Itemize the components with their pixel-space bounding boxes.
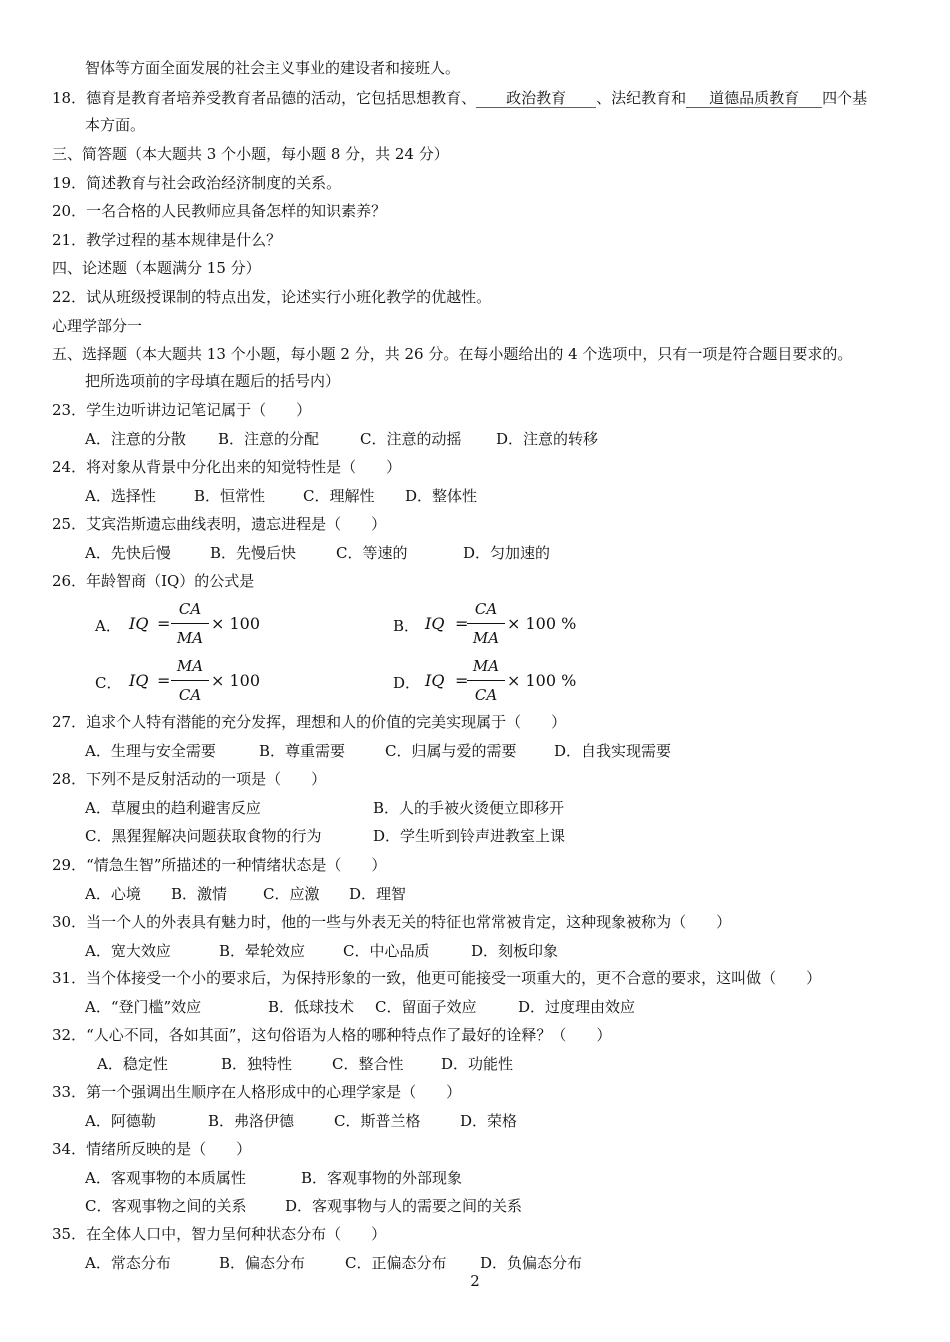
option-a: A．心境 bbox=[85, 885, 141, 903]
option-c: C．客观事物之间的关系 bbox=[85, 1197, 247, 1215]
option-d: D．客观事物与人的需要之间的关系 bbox=[285, 1197, 523, 1215]
option-c: C．归属与爱的需要 bbox=[385, 742, 517, 760]
option-c: C．注意的动摇 bbox=[360, 430, 462, 448]
question-22: 22．试从班级授课制的特点出发，论述实行小班化教学的优越性。 bbox=[52, 288, 492, 306]
option-b: B．注意的分配 bbox=[218, 430, 320, 448]
option-a: A．选择性 bbox=[85, 487, 156, 505]
question-23: 23．学生边听讲边记笔记属于（ ） bbox=[52, 401, 312, 419]
question-26: 26．年龄智商（IQ）的公式是 bbox=[52, 572, 255, 590]
question-29: 29．“情急生智”所描述的一种情绪状态是（ ） bbox=[52, 856, 387, 874]
option-a: A．客观事物的本质属性 bbox=[85, 1169, 246, 1187]
option-d: D．整体性 bbox=[405, 487, 478, 505]
option-b: B．先慢后快 bbox=[210, 544, 297, 562]
formula-equals: = bbox=[157, 614, 171, 633]
fraction bbox=[467, 655, 505, 706]
formula-option-b bbox=[393, 598, 653, 656]
formula-rhs: × 100 % bbox=[507, 614, 577, 633]
question-text: 、法纪教育和 bbox=[596, 89, 687, 107]
option-letter: A． bbox=[95, 617, 121, 635]
option-c: C．留面子效应 bbox=[375, 998, 477, 1016]
option-letter: D． bbox=[393, 674, 421, 692]
option-c: C．正偏态分布 bbox=[345, 1254, 447, 1272]
option-c: C．整合性 bbox=[332, 1055, 404, 1073]
answer-blank-2: 道德品质教育 bbox=[686, 89, 822, 108]
option-b: B．晕轮效应 bbox=[219, 942, 306, 960]
formula-lhs: IQ bbox=[425, 671, 445, 690]
option-d: D．理智 bbox=[349, 885, 407, 903]
option-d: D．注意的转移 bbox=[496, 430, 599, 448]
question-20: 20．一名合格的人民教师应具备怎样的知识素养？ bbox=[52, 202, 387, 220]
option-a: A．常态分布 bbox=[85, 1254, 171, 1272]
option-a: A．草履虫的趋利避害反应 bbox=[85, 799, 261, 817]
formula-lhs: IQ bbox=[129, 671, 149, 690]
section-heading-4: 四、论述题（本题满分 15 分） bbox=[52, 259, 261, 277]
answer-blank-1: 政治教育 bbox=[476, 89, 596, 108]
option-b: B．激情 bbox=[171, 885, 228, 903]
option-c: C．斯普兰格 bbox=[334, 1112, 421, 1130]
question-25: 25．艾宾浩斯遗忘曲线表明，遗忘进程是（ ） bbox=[52, 515, 387, 533]
option-d: D．匀加速的 bbox=[463, 544, 551, 562]
option-c: C．应激 bbox=[263, 885, 320, 903]
text-line: 智体等方面全面发展的社会主义事业的建设者和接班人。 bbox=[85, 59, 461, 77]
option-d: D．自我实现需要 bbox=[554, 742, 672, 760]
formula-rhs: × 100 % bbox=[507, 671, 577, 690]
option-c: C．理解性 bbox=[303, 487, 375, 505]
option-c: C．等速的 bbox=[336, 544, 408, 562]
question-text: 四个基 bbox=[822, 89, 868, 107]
option-d: D．功能性 bbox=[441, 1055, 514, 1073]
formula-rhs: × 100 bbox=[211, 671, 261, 690]
section-heading-5: 五、选择题（本大题共 13 个小题，每小题 2 分，共 26 分。在每小题给出的 4 个选项中，只有一项是符合题目要求的。 bbox=[52, 345, 853, 363]
option-d: D．负偏态分布 bbox=[480, 1254, 583, 1272]
option-b: B．恒常性 bbox=[194, 487, 266, 505]
denominator: MA bbox=[472, 629, 500, 647]
question-33: 33．第一个强调出生顺序在人格形成中的心理学家是（ ） bbox=[52, 1083, 462, 1101]
question-32: 32．“人心不同，各如其面”，这句俗语为人格的哪种特点作了最好的诠释？（ ） bbox=[52, 1026, 612, 1044]
option-a: A．注意的分散 bbox=[85, 430, 186, 448]
option-a: A．稳定性 bbox=[97, 1055, 168, 1073]
numerator: CA bbox=[178, 600, 202, 618]
numerator: MA bbox=[176, 657, 204, 675]
option-b: B．弗洛伊德 bbox=[208, 1112, 295, 1130]
fraction bbox=[171, 655, 209, 706]
formula-option-d bbox=[393, 655, 653, 713]
formula-option-c bbox=[95, 655, 355, 713]
fraction bbox=[171, 598, 209, 649]
page-number: 2 bbox=[470, 1272, 480, 1290]
option-a: A．先快后慢 bbox=[85, 544, 171, 562]
fraction-bar bbox=[467, 623, 505, 624]
option-d: D．荣格 bbox=[460, 1112, 518, 1130]
denominator: CA bbox=[474, 686, 498, 704]
option-b: B．人的手被火烫便立即移开 bbox=[373, 799, 565, 817]
formula-equals: = bbox=[455, 614, 469, 633]
fraction-bar bbox=[171, 680, 209, 681]
formula-equals: = bbox=[455, 671, 469, 690]
psychology-part-heading: 心理学部分一 bbox=[52, 317, 143, 335]
numerator: MA bbox=[472, 657, 500, 675]
fraction-bar bbox=[171, 623, 209, 624]
formula-lhs: IQ bbox=[129, 614, 149, 633]
option-b: B．独特性 bbox=[221, 1055, 293, 1073]
option-c: C．黑猩猩解决问题获取食物的行为 bbox=[85, 827, 322, 845]
numerator: CA bbox=[474, 600, 498, 618]
option-b: B．低球技术 bbox=[268, 998, 355, 1016]
option-letter: C． bbox=[95, 674, 122, 692]
option-c: C．中心品质 bbox=[343, 942, 430, 960]
question-34: 34．情绪所反映的是（ ） bbox=[52, 1140, 252, 1158]
fraction-bar bbox=[467, 680, 505, 681]
formula-equals: = bbox=[157, 671, 171, 690]
option-a: A．宽大效应 bbox=[85, 942, 171, 960]
question-31: 31．当个体接受一个小的要求后，为保持形象的一致，他更可能接受一项重大的，更不合意的要求，这叫做（ ） bbox=[52, 969, 822, 987]
option-b: B．客观事物的外部现象 bbox=[301, 1169, 463, 1187]
question-18-continued: 本方面。 bbox=[85, 116, 146, 134]
section-heading-5-continued: 把所选项前的字母填在题后的括号内） bbox=[85, 372, 341, 390]
fraction bbox=[467, 598, 505, 649]
option-b: B．尊重需要 bbox=[259, 742, 346, 760]
option-a: A．“登门槛”效应 bbox=[85, 998, 202, 1016]
option-d: D．刻板印象 bbox=[471, 942, 559, 960]
question-30: 30．当一个人的外表具有魅力时，他的一些与外表无关的特征也常常被肯定，这种现象被称为（ ） bbox=[52, 913, 732, 931]
formula-lhs: IQ bbox=[425, 614, 445, 633]
option-d: D．学生听到铃声进教室上课 bbox=[373, 827, 566, 845]
denominator: CA bbox=[178, 686, 202, 704]
question-18 bbox=[52, 88, 867, 108]
denominator: MA bbox=[176, 629, 204, 647]
option-a: A．生理与安全需要 bbox=[85, 742, 216, 760]
question-28: 28．下列不是反射活动的一项是（ ） bbox=[52, 770, 327, 788]
question-35: 35．在全体人口中，智力呈何种状态分布（ ） bbox=[52, 1225, 387, 1243]
option-b: B．偏态分布 bbox=[219, 1254, 306, 1272]
formula-option-a bbox=[95, 598, 355, 656]
option-letter: B． bbox=[393, 617, 420, 635]
option-a: A．阿德勒 bbox=[85, 1112, 156, 1130]
question-21: 21．教学过程的基本规律是什么？ bbox=[52, 231, 282, 249]
formula-rhs: × 100 bbox=[211, 614, 261, 633]
question-19: 19．简述教育与社会政治经济制度的关系。 bbox=[52, 174, 342, 192]
section-heading-3: 三、简答题（本大题共 3 个小题，每小题 8 分，共 24 分） bbox=[52, 145, 449, 163]
option-d: D．过度理由效应 bbox=[518, 998, 636, 1016]
question-24: 24．将对象从背景中分化出来的知觉特性是（ ） bbox=[52, 458, 402, 476]
question-text: 18．德育是教育者培养受教育者品德的活动，它包括思想教育、 bbox=[52, 89, 477, 107]
question-27: 27．追求个人特有潜能的充分发挥，理想和人的价值的完美实现属于（ ） bbox=[52, 713, 567, 731]
